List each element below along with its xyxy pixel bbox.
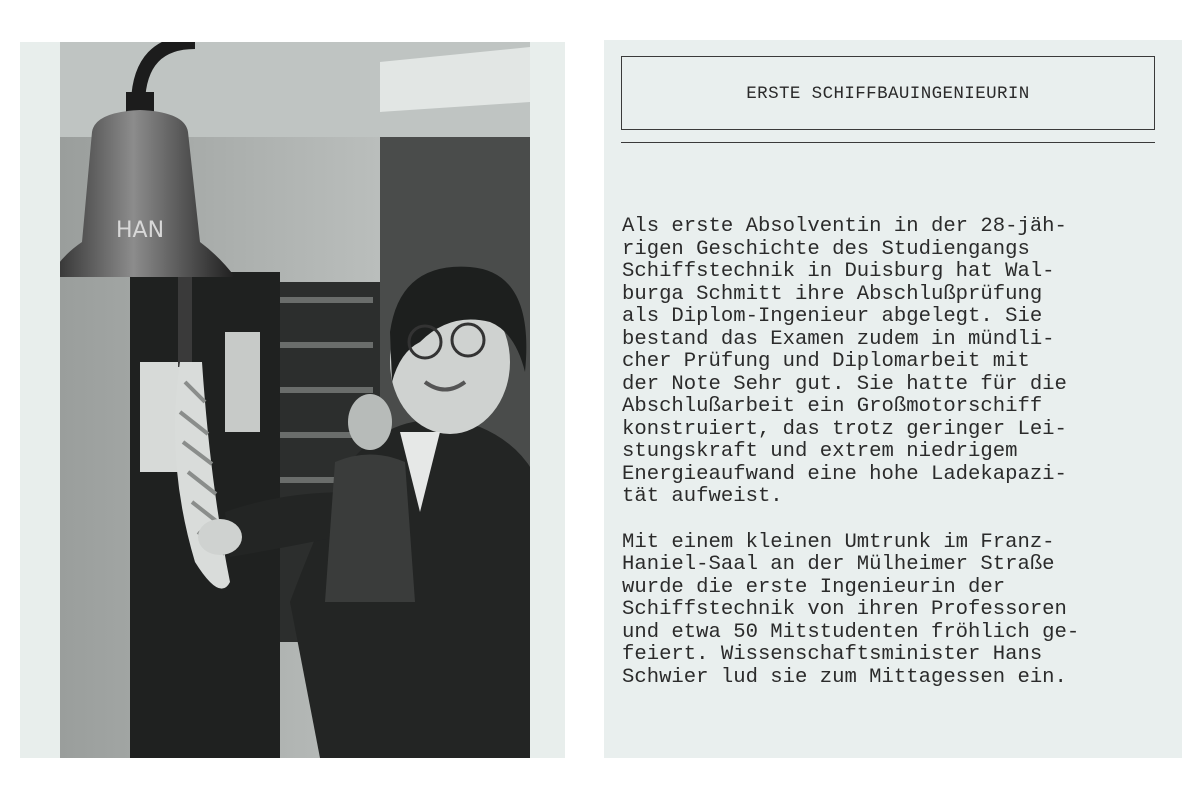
- text-line: stungskraft und extrem niedrigem: [622, 440, 1018, 463]
- hand: [198, 519, 242, 555]
- text-line: und etwa 50 Mitstudenten fröhlich ge-: [622, 620, 1080, 644]
- text-line: tät aufweist.: [622, 485, 783, 508]
- text-line: wurde die erste Ingenieurin der: [622, 575, 1006, 599]
- paragraph-2: [622, 532, 1174, 690]
- title-box: [621, 56, 1155, 130]
- text-line: Mit einem kleinen Umtrunk im Franz-: [622, 530, 1055, 554]
- text-line: Energieaufwand eine hohe Ladekapazi-: [622, 462, 1067, 486]
- bell-inscription: HAN: [116, 218, 165, 243]
- text-line: rigen Geschichte des Studiengangs: [622, 237, 1030, 261]
- notice-paper-2: [225, 332, 260, 432]
- text-line: cher Prüfung und Diplomarbeit mit: [622, 350, 1030, 373]
- text-line: konstruiert, das trotz geringer Lei-: [622, 417, 1067, 441]
- text-line: Abschlußarbeit ein Großmotorschiff: [622, 395, 1043, 418]
- text-line: Haniel-Saal an der Mülheimer Straße: [622, 553, 1055, 576]
- article-body: [622, 216, 1174, 689]
- text-line: feiert. Wissenschaftsminister Hans: [622, 643, 1043, 666]
- paragraph-1: [622, 216, 1174, 509]
- newspaper-photo: [20, 42, 565, 758]
- text-line: Schiffstechnik von ihren Professoren: [622, 598, 1067, 621]
- text-line: Schwier lud sie zum Mittagessen ein.: [622, 665, 1067, 689]
- text-line: burga Schmitt ihre Abschlußprüfung: [622, 282, 1043, 306]
- text-line: als Diplom-Ingenieur abgelegt. Sie: [622, 305, 1043, 328]
- article-title: ERSTE SCHIFFBAUINGENIEURIN: [746, 84, 1030, 104]
- text-line: Schiffstechnik in Duisburg hat Wal-: [622, 260, 1055, 283]
- text-line: Als erste Absolventin in der 28-jäh-: [622, 215, 1067, 238]
- text-line: der Note Sehr gut. Sie hatte für die: [622, 372, 1067, 396]
- photo-illustration: [20, 42, 565, 758]
- text-line: bestand das Examen zudem in mündli-: [622, 327, 1055, 351]
- article-panel: [604, 40, 1182, 758]
